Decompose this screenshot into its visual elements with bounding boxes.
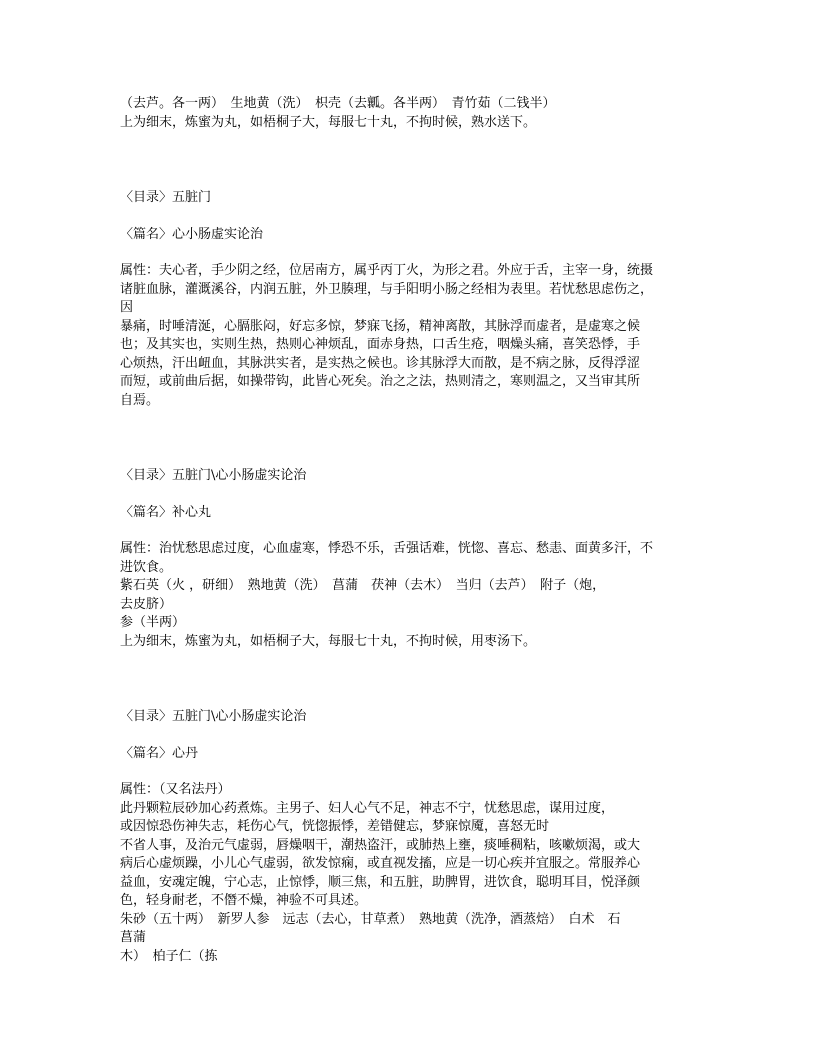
text-line: 暴痛，时唾清涎，心膈胀闷，好忘多惊，梦寐飞扬，精神离散，其脉浮而虚者，是虚寒之候 — [120, 318, 641, 334]
text-line: 而短，或前曲后据，如操带钩，此皆心死矣。治之之法，热则清之，寒则温之，又当审其所 — [120, 374, 641, 389]
text-line: 菖蒲 — [120, 930, 147, 945]
catalog-heading: 〈目录〉五脏门\心小肠虚实论治 — [120, 468, 307, 483]
section-buxin-pill — [120, 467, 710, 651]
text-line: 朱砂（五十两） 新罗人参 远志（去心，甘草煮） 熟地黄（洗净，酒蒸焙） 白术 石 — [120, 911, 621, 927]
text-line: 上为细末，炼蜜为丸，如梧桐子大，每服七十丸，不拘时候，用枣汤下。 — [120, 633, 537, 649]
text-line: 诸脏血脉，灌溉溪谷，内润五脏，外卫腠理，与手阳明小肠之经相为表里。若忧愁思虑伤之， — [120, 281, 654, 297]
text-line: 属性：（又名法丹） — [120, 782, 231, 797]
text-line: 心烦热，汗出衄血，其脉洪实者，是实热之候也。诊其脉浮大而散，是不病之脉，反得浮涩 — [120, 355, 641, 371]
text-line: 益血，安魂定魄，宁心志，止惊悸，顺三焦，和五脏，助脾胃，进饮食，聪明耳目，悦泽颜 — [120, 874, 641, 890]
text-line: 自焉。 — [120, 392, 160, 408]
document-page — [120, 95, 710, 966]
text-line: 属性：夫心者，手少阴之经，位居南方，属乎丙丁火，为形之君。外应于舌，主宰一身，统摄 — [120, 263, 654, 278]
text-line: 病后心虚烦躁，小儿心气虚弱，欲发惊痫，或直视发搐，应是一切心疾并宜服之。常服养心 — [120, 856, 641, 871]
text-line: 紫石英（火 ，研细） 熟地黄（洗） 菖蒲 茯神（去木） 当归（去芦） 附子（炮， — [120, 578, 606, 593]
chapter-heading: 〈篇名〉心小肠虚实论治 — [120, 226, 264, 242]
chapter-heading: 〈篇名〉心丹 — [120, 745, 199, 761]
text-line: 因 — [120, 300, 134, 315]
text-line: 色，轻身耐老，不僭不燥，神验不可具述。 — [120, 893, 368, 908]
section-formula-end — [120, 95, 710, 132]
text-line: 去皮脐） — [120, 596, 173, 612]
text-line: 木） 柏子仁（拣 — [120, 948, 218, 964]
text-line: 参（半两） — [120, 615, 186, 630]
chapter-heading: 〈篇名〉补心丸 — [120, 504, 212, 520]
text-line: 或因惊恐伤神失志，耗伤心气，恍惚振悸，差错健忘，梦寐惊魇，喜怒无时 — [120, 819, 550, 834]
text-line: （去芦。各一两） 生地黄（洗） 枳壳（去瓤。各半两） 青竹茹（二钱半） — [120, 96, 556, 111]
text-line: 不省人事，及治元气虚弱，唇燥咽干，潮热盗汗，或肺热上壅，痰唾稠粘，咳嗽烦渴，或大 — [120, 837, 641, 853]
section-heart-small-intestine — [120, 189, 710, 410]
catalog-heading: 〈目录〉五脏门 — [120, 190, 212, 205]
text-line: 上为细末，炼蜜为丸，如梧桐子大，每服七十丸，不拘时候，熟水送下。 — [120, 114, 537, 130]
text-line: 属性：治忧愁思虑过度，心血虚寒，悸恐不乐，舌强话难，恍惚、喜忘、愁恚、面黄多汗，不 — [120, 541, 654, 556]
section-xin-dan — [120, 708, 710, 966]
text-line: 此丹颗粒辰砂加心药煮炼。主男子、妇人心气不足，神志不宁，忧愁思虑，谋用过度， — [120, 800, 615, 816]
catalog-heading: 〈目录〉五脏门\心小肠虚实论治 — [120, 709, 307, 724]
text-line: 也；及其实也，实则生热，热则心神烦乱，面赤身热，口舌生疮，咽燥头痛，喜笑恐悸，手 — [120, 337, 641, 352]
text-line: 进饮食。 — [120, 559, 173, 575]
